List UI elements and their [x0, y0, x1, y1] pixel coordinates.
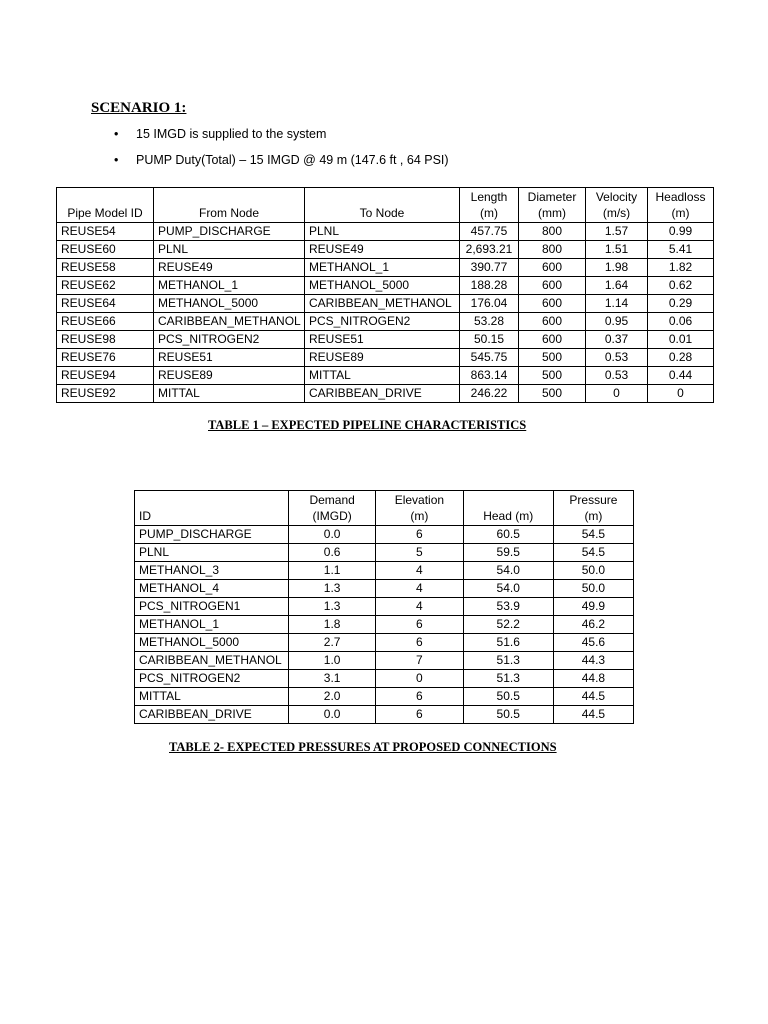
table-row: [135, 616, 634, 634]
table-cell: REUSE49: [305, 241, 460, 259]
table-cell: 50.15: [460, 331, 519, 349]
col-header-head: Head (m): [463, 491, 553, 526]
table-row: [135, 580, 634, 598]
table-cell: 51.6: [463, 634, 553, 652]
table-cell: PCS_NITROGEN2: [305, 313, 460, 331]
table-cell: 6: [376, 616, 463, 634]
table-row: [57, 385, 714, 403]
table-cell: 54.0: [463, 562, 553, 580]
table-cell: 1.8: [289, 616, 376, 634]
col-header-from-node: From Node: [154, 188, 305, 223]
table-cell: 50.0: [553, 562, 633, 580]
table-cell: MITTAL: [154, 385, 305, 403]
bullet-list: [110, 124, 449, 176]
table-cell: 3.1: [289, 670, 376, 688]
table-cell: 45.6: [553, 634, 633, 652]
table-cell: 0.99: [648, 223, 714, 241]
table-cell: 54.0: [463, 580, 553, 598]
table-cell: 1.64: [586, 277, 648, 295]
table-row: [135, 544, 634, 562]
col-header-diameter: Diameter (mm): [519, 188, 586, 223]
col-header-id: ID: [135, 491, 289, 526]
table-cell: REUSE58: [57, 259, 154, 277]
table-cell: REUSE92: [57, 385, 154, 403]
table-cell: 0.01: [648, 331, 714, 349]
table-header-row: [57, 188, 714, 223]
table-header-row: [135, 491, 634, 526]
table-cell: 800: [519, 241, 586, 259]
table-cell: 52.2: [463, 616, 553, 634]
table-cell: 500: [519, 349, 586, 367]
table-cell: 59.5: [463, 544, 553, 562]
table-cell: 6: [376, 634, 463, 652]
table-cell: 7: [376, 652, 463, 670]
table-cell: REUSE51: [154, 349, 305, 367]
table-cell: METHANOL_5000: [135, 634, 289, 652]
table-cell: PUMP_DISCHARGE: [154, 223, 305, 241]
table-cell: METHANOL_3: [135, 562, 289, 580]
table-cell: 54.5: [553, 544, 633, 562]
table-cell: 188.28: [460, 277, 519, 295]
table-row: [135, 634, 634, 652]
table-cell: 5.41: [648, 241, 714, 259]
table-cell: 50.5: [463, 688, 553, 706]
table-cell: 600: [519, 259, 586, 277]
col-header-to-node: To Node: [305, 188, 460, 223]
table-cell: 500: [519, 385, 586, 403]
table-cell: 176.04: [460, 295, 519, 313]
table-cell: METHANOL_5000: [305, 277, 460, 295]
table-cell: CARIBBEAN_METHANOL: [305, 295, 460, 313]
table-cell: 51.3: [463, 652, 553, 670]
table-row: [135, 562, 634, 580]
table-cell: 0.6: [289, 544, 376, 562]
table-cell: REUSE60: [57, 241, 154, 259]
table-cell: REUSE89: [154, 367, 305, 385]
table-cell: PCS_NITROGEN2: [135, 670, 289, 688]
table-cell: 1.98: [586, 259, 648, 277]
table-cell: 1.3: [289, 580, 376, 598]
table-cell: PLNL: [305, 223, 460, 241]
table-cell: 863.14: [460, 367, 519, 385]
bullet-text: PUMP Duty(Total) – 15 IMGD @ 49 m (147.6 ft , 64 PSI): [136, 153, 449, 167]
table-row: [57, 367, 714, 385]
table-cell: 44.8: [553, 670, 633, 688]
bullet-dot-icon: •: [114, 153, 119, 167]
table-cell: 0.37: [586, 331, 648, 349]
table-cell: CARIBBEAN_METHANOL: [154, 313, 305, 331]
table-cell: 600: [519, 313, 586, 331]
bullet-dot-icon: •: [114, 127, 119, 141]
table-cell: 0.28: [648, 349, 714, 367]
table-cell: 1.14: [586, 295, 648, 313]
table-cell: PLNL: [135, 544, 289, 562]
col-header-demand: Demand (IMGD): [289, 491, 376, 526]
pressure-table: [134, 490, 634, 724]
table-row: [57, 313, 714, 331]
table-cell: 2.7: [289, 634, 376, 652]
table-cell: METHANOL_1: [135, 616, 289, 634]
table-cell: REUSE89: [305, 349, 460, 367]
table-cell: 0: [586, 385, 648, 403]
table-cell: 6: [376, 688, 463, 706]
table-cell: 0.44: [648, 367, 714, 385]
table-cell: REUSE98: [57, 331, 154, 349]
table-cell: 457.75: [460, 223, 519, 241]
bullet-text: 15 IMGD is supplied to the system: [136, 127, 327, 141]
table-cell: 0.0: [289, 526, 376, 544]
table-cell: 2,693.21: [460, 241, 519, 259]
table-cell: 51.3: [463, 670, 553, 688]
table-cell: REUSE54: [57, 223, 154, 241]
col-header-velocity: Velocity (m/s): [586, 188, 648, 223]
table-cell: PLNL: [154, 241, 305, 259]
table-cell: 1.51: [586, 241, 648, 259]
table-cell: 1.3: [289, 598, 376, 616]
table-cell: REUSE76: [57, 349, 154, 367]
pressure-table-body: [135, 526, 634, 724]
table-cell: 4: [376, 598, 463, 616]
table-cell: CARIBBEAN_DRIVE: [305, 385, 460, 403]
table-cell: CARIBBEAN_METHANOL: [135, 652, 289, 670]
table-cell: PCS_NITROGEN2: [154, 331, 305, 349]
table-cell: PUMP_DISCHARGE: [135, 526, 289, 544]
pipeline-table: [56, 187, 714, 403]
table-row: [135, 670, 634, 688]
table-row: [135, 652, 634, 670]
table-cell: 500: [519, 367, 586, 385]
table-cell: 0.06: [648, 313, 714, 331]
col-header-headloss: Headloss (m): [648, 188, 714, 223]
table-row: [135, 526, 634, 544]
table-cell: 46.2: [553, 616, 633, 634]
table-cell: 4: [376, 562, 463, 580]
bullet-item: [110, 150, 449, 176]
table-cell: 6: [376, 526, 463, 544]
table1-caption: TABLE 1 – EXPECTED PIPELINE CHARACTERISTICS: [208, 418, 527, 432]
table-cell: 4: [376, 580, 463, 598]
col-header-pressure: Pressure (m): [553, 491, 633, 526]
table-cell: METHANOL_1: [305, 259, 460, 277]
table-cell: REUSE51: [305, 331, 460, 349]
table-cell: 44.3: [553, 652, 633, 670]
table-cell: 246.22: [460, 385, 519, 403]
table-cell: 2.0: [289, 688, 376, 706]
table-cell: 1.57: [586, 223, 648, 241]
pipeline-table-body: [57, 223, 714, 403]
table-row: [57, 277, 714, 295]
table-cell: REUSE66: [57, 313, 154, 331]
table-cell: 0.29: [648, 295, 714, 313]
table-cell: METHANOL_1: [154, 277, 305, 295]
table-row: [135, 688, 634, 706]
table-cell: 0.53: [586, 367, 648, 385]
table-row: [57, 241, 714, 259]
table-cell: 53.28: [460, 313, 519, 331]
table-cell: 600: [519, 295, 586, 313]
table-cell: 1.82: [648, 259, 714, 277]
table-cell: 49.9: [553, 598, 633, 616]
table-cell: REUSE94: [57, 367, 154, 385]
table-cell: PCS_NITROGEN1: [135, 598, 289, 616]
table-cell: METHANOL_4: [135, 580, 289, 598]
scenario-heading: SCENARIO 1:: [91, 100, 187, 116]
table-cell: 54.5: [553, 526, 633, 544]
table-cell: 800: [519, 223, 586, 241]
table-cell: 44.5: [553, 688, 633, 706]
table-cell: 600: [519, 277, 586, 295]
col-header-pipe-id: Pipe Model ID: [57, 188, 154, 223]
table-cell: REUSE64: [57, 295, 154, 313]
table-row: [135, 598, 634, 616]
table-cell: 0.53: [586, 349, 648, 367]
table-cell: 1.0: [289, 652, 376, 670]
table-cell: 44.5: [553, 706, 633, 724]
table-cell: REUSE62: [57, 277, 154, 295]
table-cell: 0.95: [586, 313, 648, 331]
table-row: [57, 295, 714, 313]
col-header-elevation: Elevation (m): [376, 491, 463, 526]
table-cell: 0.62: [648, 277, 714, 295]
table-cell: 50.5: [463, 706, 553, 724]
table-cell: 6: [376, 706, 463, 724]
bullet-item: [110, 124, 449, 150]
table-cell: 545.75: [460, 349, 519, 367]
table-cell: 0.0: [289, 706, 376, 724]
table-row: [57, 349, 714, 367]
table-cell: MITTAL: [305, 367, 460, 385]
table-cell: REUSE49: [154, 259, 305, 277]
table-row: [135, 706, 634, 724]
table-cell: METHANOL_5000: [154, 295, 305, 313]
table-cell: 60.5: [463, 526, 553, 544]
table-cell: CARIBBEAN_DRIVE: [135, 706, 289, 724]
table-cell: 0: [648, 385, 714, 403]
table-cell: 390.77: [460, 259, 519, 277]
table-cell: 53.9: [463, 598, 553, 616]
col-header-length: Length (m): [460, 188, 519, 223]
table-cell: 5: [376, 544, 463, 562]
table-row: [57, 223, 714, 241]
table-cell: MITTAL: [135, 688, 289, 706]
table-cell: 1.1: [289, 562, 376, 580]
table-cell: 600: [519, 331, 586, 349]
table-row: [57, 259, 714, 277]
table-cell: 50.0: [553, 580, 633, 598]
table-row: [57, 331, 714, 349]
table2-caption: TABLE 2- EXPECTED PRESSURES AT PROPOSED CONNECTIONS: [169, 740, 557, 754]
table-cell: 0: [376, 670, 463, 688]
